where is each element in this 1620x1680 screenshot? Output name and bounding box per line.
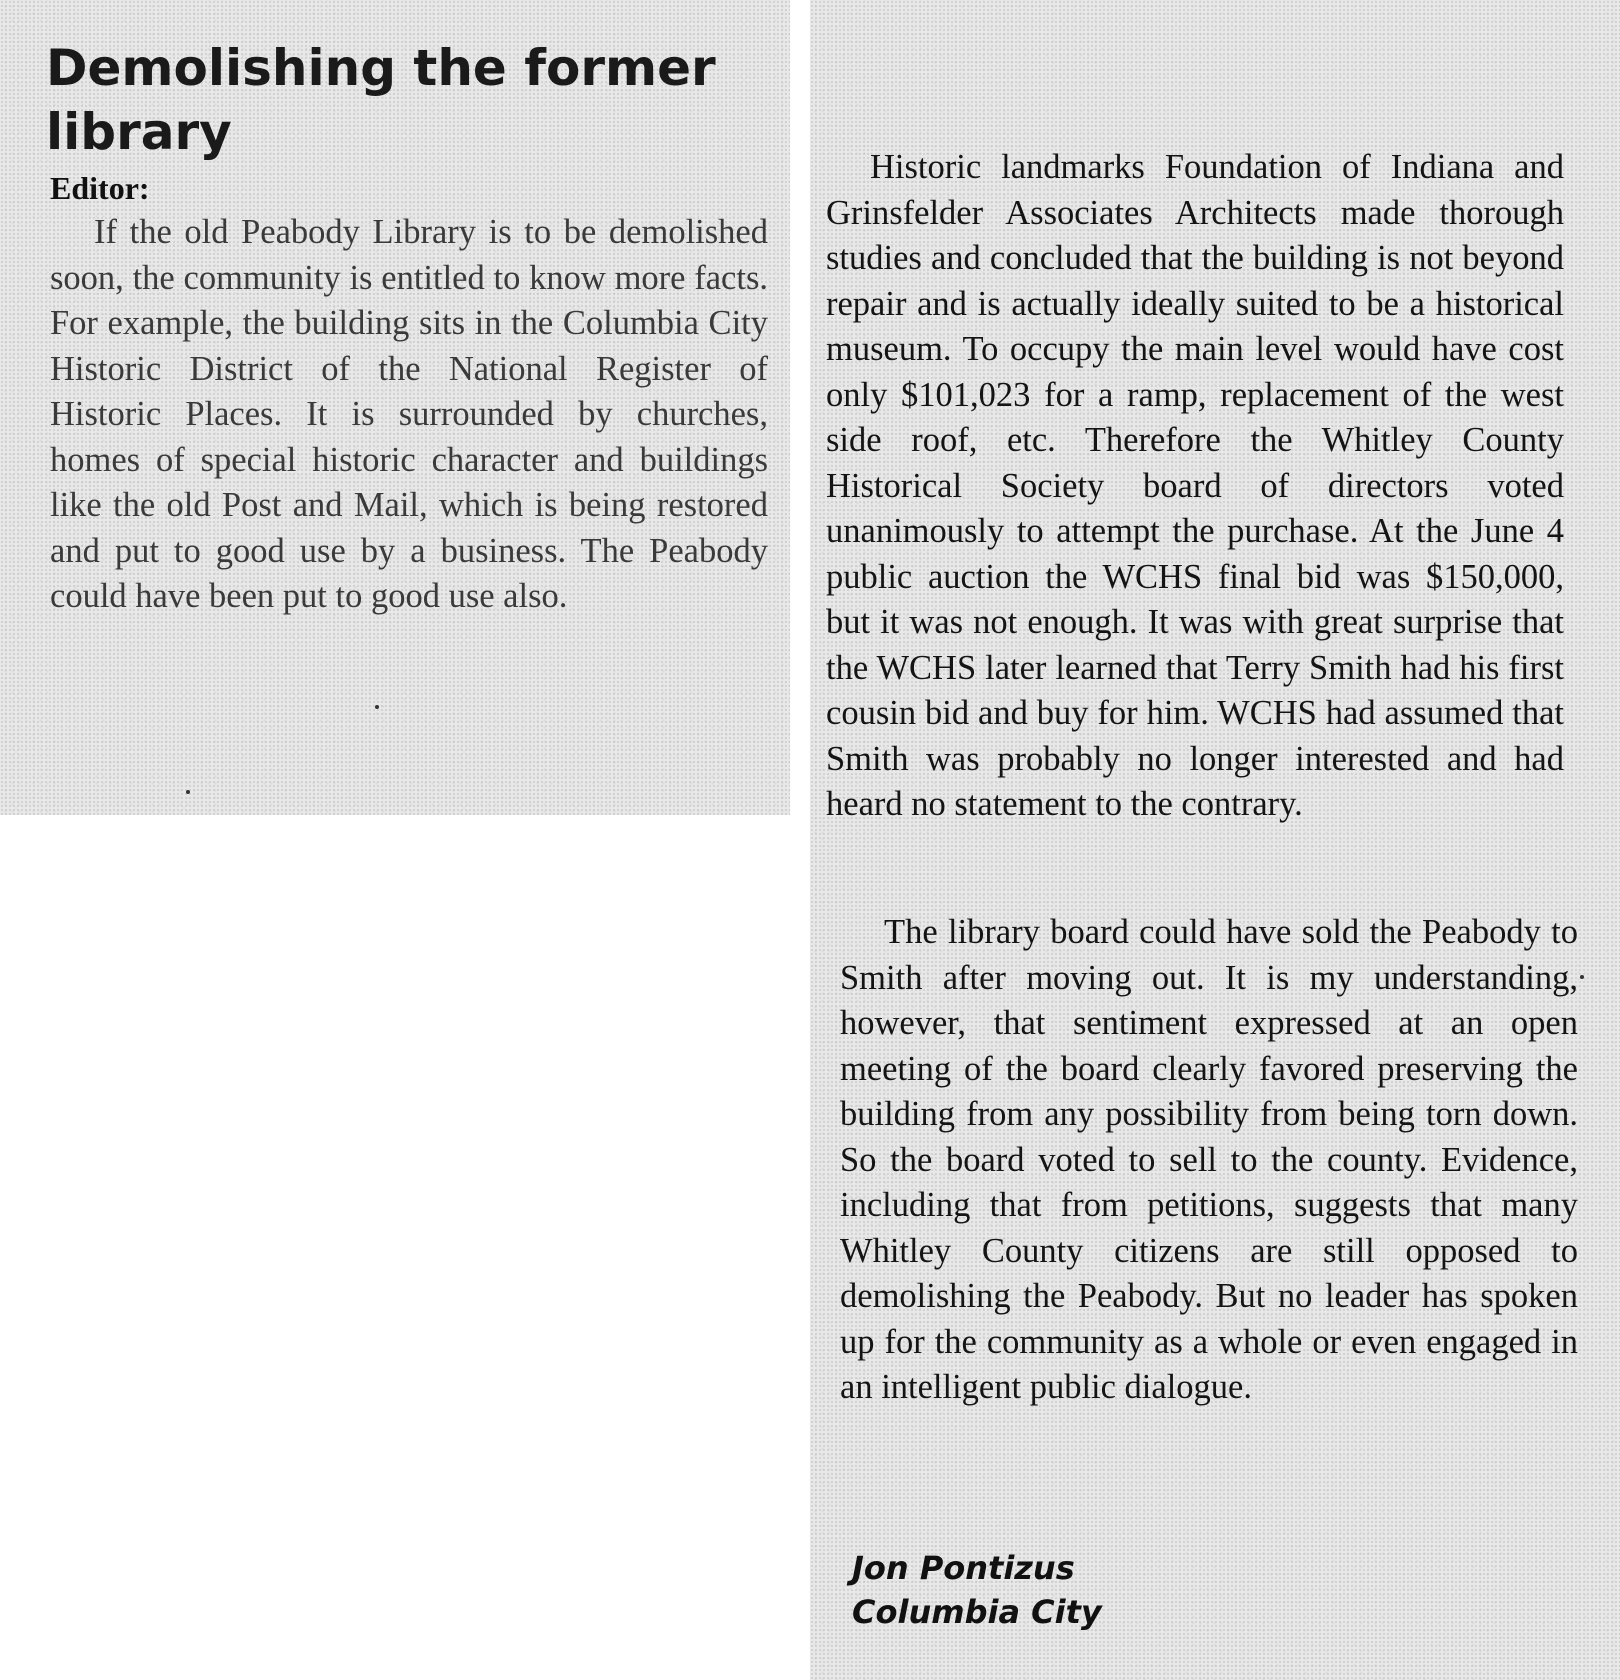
salutation: Editor: xyxy=(50,170,150,206)
print-speck xyxy=(375,705,379,709)
signature-place: Columbia City xyxy=(852,1593,1102,1631)
letter-clipping-right xyxy=(810,0,1620,1680)
print-speck xyxy=(186,790,190,794)
headline: Demolishing the former library xyxy=(46,39,716,161)
signature-name: Jon Pontizus xyxy=(852,1549,1075,1587)
paragraph-2: Historic landmarks Foundation of Indiana and Grinsfelder Associates Architects made thorough studies and concluded that the building is not beyond repair and is actually ideally suited to be a historical museum. To occupy the main level would have cost only $101,023 for a ramp, replacement of the west side roof, etc. Therefore the Whitley County Historical Society board of directors voted unanimously to attempt the purchase. At the June 4 public auction the WCHS final bid was $150,000, but it was not enough. It was with great surprise that the WCHS later learned that Terry Smith had his first cousin bid and buy for him. WCHS had assumed that Smith was probably no longer interested and had heard no statement to the contrary. xyxy=(826,148,1564,823)
paragraph-1: If the old Peabody Library is to be demolished soon, the community is entitled to know more facts. For example, the building sits in the Columbia City Historic District of the National Register of Historic Places. It is surrounded by churches, homes of special historic character and buildings like the old Post and Mail, which is being restored and put to good use by a business. The Peabody could have been put to good use also. xyxy=(50,213,768,615)
letter-clipping-left xyxy=(0,0,790,815)
paragraph-3: The library board could have sold the Peabody to Smith after moving out. It is my understanding, however, that sentiment expressed at an open meeting of the board clearly favored preserving the building from any possibility from being torn down. So the board voted to sell to the county. Evidence, including that from petitions, suggests that many Whitley County citizens are still opposed to demolishing the Peabody. But no leader has spoken up for the community as a whole or even engaged in an intelligent public dialogue. xyxy=(840,913,1578,1406)
print-speck xyxy=(1580,975,1584,979)
